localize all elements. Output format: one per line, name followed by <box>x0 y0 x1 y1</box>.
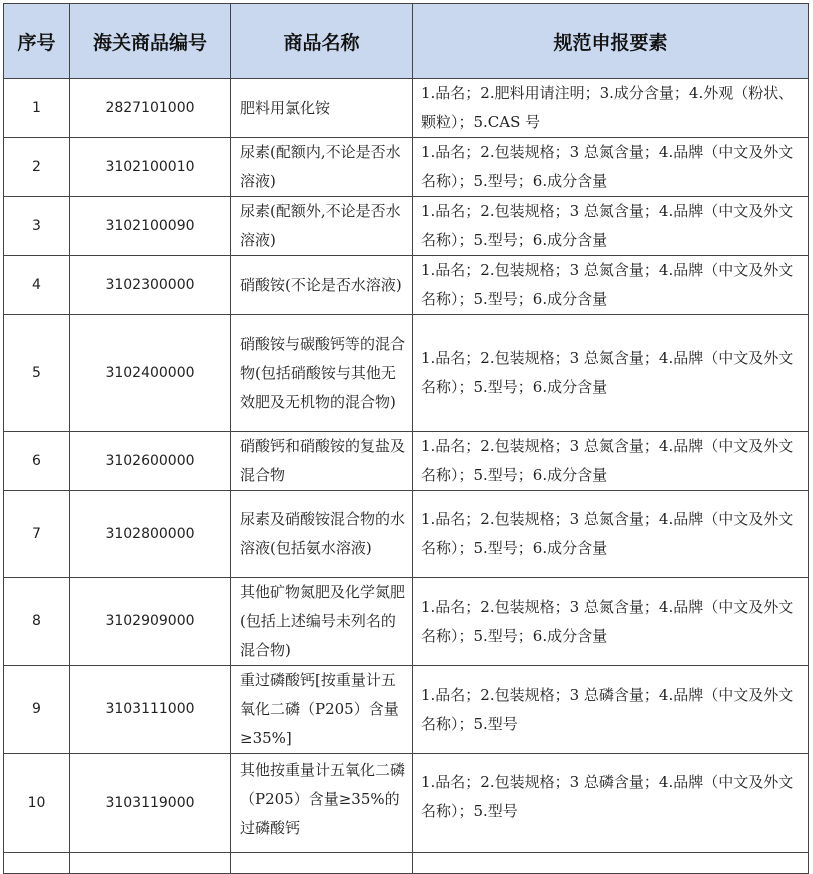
row-requirements: 1.品名；2.包装规格；3 总磷含量；4.品牌（中文及外文名称）；5.型号 <box>413 754 809 853</box>
table-row-partial <box>4 853 809 874</box>
row-code: 3102800000 <box>70 491 231 578</box>
row-requirements: 1.品名；2.包装规格；3 总氮含量；4.品牌（中文及外文名称）；5.型号；6.成分含量 <box>413 256 809 315</box>
row-code: 3103111000 <box>70 666 231 754</box>
row-index: 5 <box>4 315 70 432</box>
row-code: 3102300000 <box>70 256 231 315</box>
row-name: 肥料用氯化铵 <box>231 79 413 138</box>
table-row <box>4 754 809 853</box>
row-name: 尿素及硝酸铵混合物的水溶液(包括氨水溶液) <box>231 491 413 578</box>
table-row <box>4 578 809 666</box>
row-index: 2 <box>4 138 70 197</box>
row-index: 7 <box>4 491 70 578</box>
row-index: 9 <box>4 666 70 754</box>
table-row <box>4 79 809 138</box>
table-row <box>4 315 809 432</box>
row-name: 硝酸钙和硝酸铵的复盐及混合物 <box>231 432 413 491</box>
row-code: 3103119000 <box>70 754 231 853</box>
row-name: 其他矿物氮肥及化学氮肥(包括上述编号未列名的混合物) <box>231 578 413 666</box>
table-row <box>4 666 809 754</box>
row-code: 2827101000 <box>70 79 231 138</box>
row-name <box>231 853 413 874</box>
row-code: 3102909000 <box>70 578 231 666</box>
row-code: 3102600000 <box>70 432 231 491</box>
row-index: 4 <box>4 256 70 315</box>
row-name: 重过磷酸钙[按重量计五氧化二磷（P205）含量≥35%] <box>231 666 413 754</box>
row-name: 尿素(配额外,不论是否水溶液) <box>231 197 413 256</box>
row-index: 1 <box>4 79 70 138</box>
table-row <box>4 432 809 491</box>
row-code <box>70 853 231 874</box>
row-requirements: 1.品名；2.包装规格；3 总氮含量；4.品牌（中文及外文名称）；5.型号；6.成分含量 <box>413 578 809 666</box>
row-index: 10 <box>4 754 70 853</box>
row-requirements: 1.品名；2.包装规格；3 总磷含量；4.品牌（中文及外文名称）；5.型号 <box>413 666 809 754</box>
row-requirements: 1.品名；2.肥料用请注明；3.成分含量；4.外观（粉状、颗粒）；5.CAS 号 <box>413 79 809 138</box>
row-code: 3102100010 <box>70 138 231 197</box>
header-index: 序号 <box>4 4 70 79</box>
row-index: 6 <box>4 432 70 491</box>
row-name: 其他按重量计五氧化二磷（P205）含量≥35%的过磷酸钙 <box>231 754 413 853</box>
row-requirements <box>413 853 809 874</box>
row-code: 3102400000 <box>70 315 231 432</box>
header-code: 海关商品编号 <box>70 4 231 79</box>
row-requirements: 1.品名；2.包装规格；3 总氮含量；4.品牌（中文及外文名称）；5.型号；6.成分含量 <box>413 315 809 432</box>
customs-declaration-table <box>3 3 809 874</box>
row-requirements: 1.品名；2.包装规格；3 总氮含量；4.品牌（中文及外文名称）；5.型号；6.成分含量 <box>413 432 809 491</box>
row-requirements: 1.品名；2.包装规格；3 总氮含量；4.品牌（中文及外文名称）；5.型号；6.成分含量 <box>413 138 809 197</box>
table-row <box>4 138 809 197</box>
header-name: 商品名称 <box>231 4 413 79</box>
row-index <box>4 853 70 874</box>
row-name: 尿素(配额内,不论是否水溶液) <box>231 138 413 197</box>
row-index: 8 <box>4 578 70 666</box>
header-requirements: 规范申报要素 <box>413 4 809 79</box>
table-row <box>4 197 809 256</box>
row-name: 硝酸铵与碳酸钙等的混合物(包括硝酸铵与其他无效肥及无机物的混合物) <box>231 315 413 432</box>
table-row <box>4 491 809 578</box>
row-requirements: 1.品名；2.包装规格；3 总氮含量；4.品牌（中文及外文名称）；5.型号；6.成分含量 <box>413 491 809 578</box>
table-header-row <box>4 4 809 79</box>
row-requirements: 1.品名；2.包装规格；3 总氮含量；4.品牌（中文及外文名称）；5.型号；6.成分含量 <box>413 197 809 256</box>
row-name: 硝酸铵(不论是否水溶液) <box>231 256 413 315</box>
table-row <box>4 256 809 315</box>
row-code: 3102100090 <box>70 197 231 256</box>
row-index: 3 <box>4 197 70 256</box>
